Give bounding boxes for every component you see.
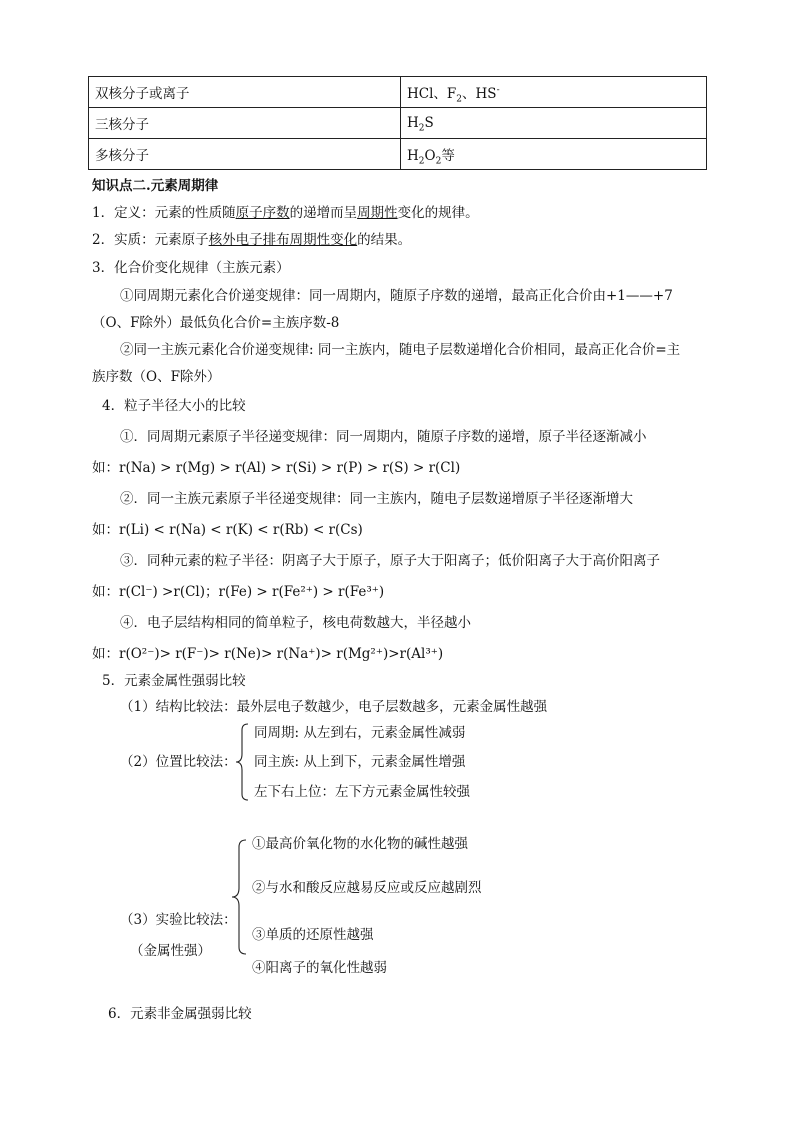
metal-position-item: 同主族: 从上到下，元素金属性增强 [254, 754, 466, 770]
valence-rule-2-cont: 族序数（O、F除外） [92, 369, 221, 385]
text: 的结果。 [357, 232, 412, 248]
metal-experiment-item: ④阳离子的氧化性越弱 [252, 960, 387, 976]
text: 1．定义：元素的性质随 [92, 205, 236, 221]
radius-rule-1: ①．同周期元素原子半径递变规律：同一周期内，随原子序数的递增，原子半径逐渐减小 [120, 429, 647, 445]
radius-example-3: 如：r(Cl⁻) >r(Cl)；r(Fe) > r(Fe²⁺) > r(Fe³⁺) [92, 584, 385, 600]
metal-rule-3-label: （3）实验比较法： [120, 912, 237, 928]
definition-line [92, 203, 479, 223]
metal-position-item: 同周期: 从左到右，元素金属性减弱 [254, 725, 466, 741]
metal-experiment-item: ②与水和酸反应越易反应或反应越剧烈 [252, 880, 482, 896]
text: 变化的规律。 [397, 205, 479, 221]
nonmetal-title: 6．元素非金属强弱比较 [108, 1006, 252, 1022]
table-cell: $H_2O_2$等 [401, 139, 707, 170]
table-row [89, 77, 707, 108]
valence-rule-1-cont: （O、F除外）最低负化合价=主族序数-8 [92, 315, 340, 331]
metal-rule-1: （1）结构比较法：最外层电子数越少，电子层数越多，元素金属性越强 [120, 699, 548, 715]
radius-example-1: 如：r(Na) > r(Mg) > r(Al) > r(Si) > r(P) > r(S) > r(Cl) [92, 460, 461, 476]
valence-rule-1: ①同周期元素化合价递变规律：同一周期内，随原子序数的递增，最高正化合价由+1——+7 [120, 288, 673, 304]
section-title: 知识点二.元素周期律 [92, 178, 219, 194]
table-cell: 多核分子 [89, 139, 401, 170]
radius-rule-3: ③．同种元素的粒子半径：阴离子大于原子，原子大于阳离子；低价阳离子大于高价阳离子 [120, 553, 660, 569]
table-cell: 双核分子或离子 [89, 77, 401, 108]
table-row [89, 139, 707, 170]
radius-rule-2: ②．同一主族元素原子半径递变规律：同一主族内，随电子层数递增原子半径逐渐增大 [120, 491, 633, 507]
molecule-table [88, 76, 707, 170]
radius-title: 4．粒子半径大小的比较 [102, 398, 246, 414]
table-cell: 三核分子 [89, 108, 401, 139]
table-cell: $H_2S$ [401, 108, 707, 139]
brace-icon [234, 722, 250, 802]
underlined-term: 周期性 [357, 205, 398, 221]
table-row [89, 108, 707, 139]
table-cell: HCl、$F_2$、HS- [401, 77, 707, 108]
radius-example-2: 如：r(Li) < r(Na) < r(K) < r(Rb) < r(Cs) [92, 522, 363, 538]
text: 2．实质：元素原子 [92, 232, 209, 248]
valence-rule-2: ②同一主族元素化合价递变规律: 同一主族内，随电子层数递增化合价相同，最高正化合价=主 [120, 342, 681, 358]
radius-rule-4: ④．电子层结构相同的简单粒子，核电荷数越大，半径越小 [120, 615, 471, 631]
metal-title: 5．元素金属性强弱比较 [102, 673, 246, 689]
valence-title: 3．化合价变化规律（主族元素） [92, 260, 290, 276]
metal-experiment-item: ①最高价氧化物的水化物的碱性越强 [252, 836, 468, 852]
metal-rule-2-label: （2）位置比较法： [120, 754, 237, 770]
metal-position-item: 左下右上位：左下方元素金属性较强 [254, 784, 470, 800]
underlined-term: 核外电子排布周期性变化 [208, 232, 358, 248]
essence-line [92, 230, 411, 250]
radius-example-4: 如：r(O²⁻)> r(F⁻)> r(Ne)> r(Na⁺)> r(Mg²⁺)>r(Al³⁺) [92, 646, 444, 662]
underlined-term: 原子序数 [235, 205, 290, 221]
metal-experiment-item: ③单质的还原性越强 [252, 927, 374, 943]
brace-icon [230, 838, 248, 956]
metal-rule-3-sub: （金属性强） [130, 943, 211, 959]
text: 的递增而呈 [289, 205, 358, 221]
